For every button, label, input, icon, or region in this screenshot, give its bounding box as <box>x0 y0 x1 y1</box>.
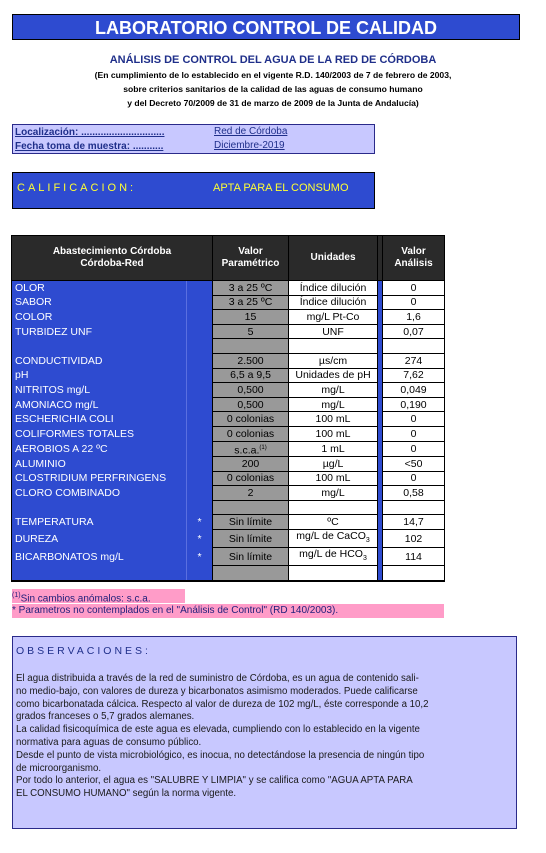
calificacion-label: CALIFICACION: <box>17 182 137 194</box>
parameter-name <box>12 339 187 354</box>
header-parametric-value: Valor Paramétrico <box>213 236 289 281</box>
parameter-name <box>12 486 187 501</box>
parameter-name <box>12 566 187 581</box>
table-row <box>12 412 445 427</box>
calificacion-value: APTA PARA EL CONSUMO <box>213 182 349 194</box>
parameter-name-text: BICARBONATOS mg/L <box>15 550 124 563</box>
table-row <box>12 500 445 515</box>
analysis-value <box>383 339 445 354</box>
parametric-value-text: 2 <box>247 487 254 500</box>
unit-text: Unidades de pH <box>295 369 371 382</box>
parameter-name <box>12 500 187 515</box>
analysis-value-text: 0,07 <box>403 325 424 338</box>
parametric-value <box>213 530 289 548</box>
unit-text: mg/L <box>321 398 345 411</box>
parameter-name-text: ALUMINIO <box>15 457 66 470</box>
parameter-name-text: SABOR <box>15 296 52 309</box>
parameter-name <box>12 412 187 427</box>
unit-text: µs/cm <box>318 354 348 367</box>
not-contemplated-marker <box>187 471 213 486</box>
table-row <box>12 457 445 472</box>
not-contemplated-marker <box>187 310 213 325</box>
parameter-name <box>12 471 187 486</box>
legal-note-line-3: y del Decreto 70/2009 de 31 de marzo de 2009 de la Junta de Andalucía) <box>127 98 419 108</box>
analysis-value-text: 0 <box>410 296 417 309</box>
analysis-value <box>383 310 445 325</box>
parameter-name-text: COLIFORMES TOTALES <box>15 427 135 440</box>
table-row <box>12 548 445 566</box>
unit-text: mg/L <box>321 487 345 500</box>
parametric-value-text: 5 <box>247 325 254 338</box>
parameter-name <box>12 457 187 472</box>
footnote-marker: (1) <box>259 444 267 451</box>
observations-text: El agua distribuida a través de la red de suministro de Córdoba, es un agua de contenido sali- no medio-bajo, con valores de dureza y bicarbonatos asimismo moderados. Puede calificarse como bicarbonatada cálcica. Respecto al valor de dureza de 102 mg/L, éste corresponde a 10,2 grados franceses o 5,7 grados alemanes. La calidad fisicoquímica de este agua es elevada, cumpliendo con lo establecido en la vigente normativa para aguas de consumo público. Desde el punto de vista microbiológico, es inocua, no detectándose la presencia de ningún tipo de microorganismo. Por todo lo anterior, el agua es "SALUBRE Y LIMPIA" y se califica como "AGUA APTA PARA EL CONSUMO HUMANO" según la norma vigente. <box>16 673 429 800</box>
footnote-sca-text: Sin cambios anómalos: s.c.a. <box>20 593 151 605</box>
location-label: Localización: .............................. <box>15 127 165 138</box>
analysis-value-text: <50 <box>404 457 423 470</box>
parametric-value <box>213 412 289 427</box>
parametric-value-text: 2.500 <box>237 354 264 367</box>
parametric-value <box>213 457 289 472</box>
footnote-sca-marker: (1) <box>12 592 21 599</box>
header-units: Unidades <box>289 236 378 281</box>
parametric-value-text: 0,500 <box>237 398 264 411</box>
unit <box>289 441 378 457</box>
unit <box>289 310 378 325</box>
not-contemplated-marker <box>187 426 213 441</box>
parameter-name-text: ESCHERICHIA COLI <box>15 413 114 426</box>
not-contemplated-marker <box>187 566 213 581</box>
table-row <box>12 295 445 310</box>
analysis-value-text: 0 <box>410 413 417 426</box>
parametric-value <box>213 515 289 530</box>
analysis-value <box>383 486 445 501</box>
not-contemplated-marker <box>187 500 213 515</box>
analysis-value <box>383 441 445 457</box>
unit-text: mg/L Pt-Co <box>306 310 360 323</box>
table-row <box>12 530 445 548</box>
parameter-name-text: pH <box>15 369 29 382</box>
analysis-value <box>383 281 445 296</box>
table-row <box>12 310 445 325</box>
parameter-name-text: CONDUCTIVIDAD <box>15 354 103 367</box>
analysis-value-text: 0 <box>410 281 417 294</box>
legal-note-line-1: (En cumplimiento de lo establecido en el vigente R.D. 140/2003 de 7 de febrero de 2003, <box>94 70 452 80</box>
parametric-value-text: 15 <box>244 310 257 323</box>
analysis-value-text: 102 <box>404 532 423 545</box>
unit <box>289 339 378 354</box>
parametric-value <box>213 566 289 581</box>
not-contemplated-marker <box>187 441 213 457</box>
analysis-value-text: 274 <box>404 354 423 367</box>
header-analysis-value: Valor Análisis <box>383 236 445 281</box>
analysis-value-text: 1,6 <box>406 310 421 323</box>
parameter-name <box>12 353 187 368</box>
analysis-value <box>383 500 445 515</box>
sample-info-box <box>12 124 375 154</box>
unit <box>289 566 378 581</box>
sample-date-value: Diciembre-2019 <box>214 140 285 151</box>
analysis-value <box>383 471 445 486</box>
header-supply: Abastecimiento Córdoba Córdoba-Red <box>12 236 213 281</box>
unit-text: ºC <box>327 516 339 529</box>
analysis-value-text: 14,7 <box>403 516 424 529</box>
location-value: Red de Córdoba <box>214 126 288 137</box>
analysis-value <box>383 353 445 368</box>
unit <box>289 486 378 501</box>
parametric-value <box>213 426 289 441</box>
observations-title: OBSERVACIONES: <box>16 645 151 657</box>
unit-subscript: 3 <box>365 537 370 545</box>
parameter-name <box>12 295 187 310</box>
parameter-name <box>12 397 187 412</box>
unit-text: 100 mL <box>315 472 351 485</box>
parameter-name-text: CLOSTRIDIUM PERFRINGENS <box>15 472 167 485</box>
not-contemplated-marker <box>187 281 213 296</box>
analysis-value <box>383 457 445 472</box>
unit <box>289 530 378 548</box>
parametric-value-text: Sin límite <box>228 550 273 563</box>
analysis-value <box>383 324 445 339</box>
unit <box>289 324 378 339</box>
report-subtitle: ANÁLISIS DE CONTROL DEL AGUA DE LA RED DE CÓRDOBA <box>109 54 437 66</box>
parameter-name <box>12 281 187 296</box>
calificacion-box <box>12 172 375 209</box>
unit <box>289 471 378 486</box>
parameter-name <box>12 368 187 383</box>
table-row <box>12 339 445 354</box>
not-contemplated-marker-text: * <box>197 532 202 545</box>
unit <box>289 295 378 310</box>
unit-text: 1 mL <box>321 442 345 455</box>
not-contemplated-marker <box>187 353 213 368</box>
analysis-value-text: 0,58 <box>403 487 424 500</box>
parametric-value <box>213 441 289 457</box>
parametric-value <box>213 353 289 368</box>
parametric-value <box>213 295 289 310</box>
unit <box>289 397 378 412</box>
unit <box>289 412 378 427</box>
unit <box>289 515 378 530</box>
analysis-value <box>383 515 445 530</box>
not-contemplated-marker <box>187 530 213 548</box>
unit <box>289 368 378 383</box>
parametric-value <box>213 324 289 339</box>
parameter-name-text: TEMPERATURA <box>15 516 94 529</box>
analysis-value-text: 0,049 <box>400 383 427 396</box>
table-row <box>12 353 445 368</box>
parameter-name <box>12 324 187 339</box>
table-row <box>12 441 445 457</box>
parametric-value-text: 6,5 a 9,5 <box>230 369 271 382</box>
legal-note-line-2: sobre criterios sanitarios de la calidad de las aguas de consumo humano <box>123 84 423 94</box>
parametric-value <box>213 486 289 501</box>
unit-text: µg/L <box>322 457 344 470</box>
analysis-value-text: 7,62 <box>403 369 424 382</box>
not-contemplated-marker-text: * <box>197 516 202 529</box>
analysis-value <box>383 426 445 441</box>
observations-box <box>12 636 517 829</box>
parameter-name <box>12 426 187 441</box>
footnote-sca <box>12 589 185 603</box>
parameter-name <box>12 310 187 325</box>
parametric-value <box>213 548 289 566</box>
analysis-value-text: 0,190 <box>400 398 427 411</box>
parameter-name <box>12 441 187 457</box>
analysis-value <box>383 548 445 566</box>
analysis-value <box>383 412 445 427</box>
table-row <box>12 281 445 296</box>
table-row <box>12 426 445 441</box>
table-row <box>12 566 445 581</box>
unit-text: UNF <box>322 325 344 338</box>
parameter-name <box>12 530 187 548</box>
parametric-value <box>213 368 289 383</box>
table-row <box>12 486 445 501</box>
unit-text: mg/L <box>321 383 345 396</box>
parameter-name-text: NITRITOS mg/L <box>15 383 91 396</box>
parametric-value-text: 3 a 25 ºC <box>228 281 273 294</box>
not-contemplated-marker <box>187 457 213 472</box>
not-contemplated-marker <box>187 397 213 412</box>
unit-text: mg/L de HCO <box>299 548 363 561</box>
parametric-value <box>213 471 289 486</box>
unit <box>289 353 378 368</box>
analysis-value <box>383 397 445 412</box>
parameter-name-text: TURBIDEZ UNF <box>15 325 92 338</box>
table-row <box>12 397 445 412</box>
analysis-value <box>383 383 445 398</box>
parametric-value <box>213 281 289 296</box>
unit <box>289 281 378 296</box>
unit <box>289 426 378 441</box>
analysis-value <box>383 295 445 310</box>
parametric-value-text: s.c.a. <box>234 444 260 457</box>
not-contemplated-marker <box>187 548 213 566</box>
analysis-value-text: 0 <box>410 427 417 440</box>
unit-text: Índice dilución <box>299 296 367 309</box>
not-contemplated-marker <box>187 412 213 427</box>
analysis-value <box>383 368 445 383</box>
unit-subscript: 3 <box>362 555 367 563</box>
unit-text: mg/L de CaCO <box>296 530 366 542</box>
parameter-name <box>12 548 187 566</box>
parameter-name-text: CLORO COMBINADO <box>15 487 121 500</box>
parameter-name-text: DUREZA <box>15 532 59 545</box>
analysis-table <box>11 235 445 582</box>
parametric-value-text: 0 colonias <box>226 413 275 426</box>
parametric-value <box>213 500 289 515</box>
not-contemplated-marker <box>187 339 213 354</box>
unit <box>289 383 378 398</box>
parametric-value <box>213 397 289 412</box>
unit <box>289 548 378 566</box>
table-row <box>12 368 445 383</box>
parametric-value-text: 0,500 <box>237 383 264 396</box>
parameter-name-text: AEROBIOS A 22 ºC <box>15 442 108 455</box>
parametric-value <box>213 339 289 354</box>
table-row <box>12 471 445 486</box>
unit-text: Índice dilución <box>299 281 367 294</box>
unit-text: 100 mL <box>315 413 351 426</box>
parameter-name-text: OLOR <box>15 282 45 295</box>
table-row <box>12 324 445 339</box>
parameter-name-text: AMONIACO mg/L <box>15 398 99 411</box>
analysis-value-text: 0 <box>410 472 417 485</box>
parametric-value <box>213 383 289 398</box>
footnote-not-contemplated: * Parametros no contemplados en el "Análisis de Control" (RD 140/2003). <box>12 604 444 618</box>
parametric-value <box>213 310 289 325</box>
not-contemplated-marker <box>187 324 213 339</box>
not-contemplated-marker <box>187 383 213 398</box>
unit-text: 100 mL <box>315 427 351 440</box>
table-row <box>12 383 445 398</box>
analysis-value <box>383 566 445 581</box>
analysis-value-text: 114 <box>405 550 422 563</box>
not-contemplated-marker <box>187 515 213 530</box>
not-contemplated-marker <box>187 295 213 310</box>
parameter-name <box>12 515 187 530</box>
parametric-value-text: 0 colonias <box>226 427 275 440</box>
parametric-value-text: 0 colonias <box>226 472 275 485</box>
analysis-value-text: 0 <box>410 442 417 455</box>
parametric-value-text: 200 <box>241 457 260 470</box>
parameter-name-text: COLOR <box>15 310 53 323</box>
not-contemplated-marker <box>187 486 213 501</box>
parametric-value-text: Sin límite <box>228 516 273 529</box>
table-row <box>12 515 445 530</box>
unit <box>289 457 378 472</box>
parameter-name <box>12 383 187 398</box>
parametric-value-text: 3 a 25 ºC <box>228 296 273 309</box>
not-contemplated-marker-text: * <box>197 550 202 563</box>
sample-date-label: Fecha toma de muestra: ........... <box>15 141 164 152</box>
not-contemplated-marker <box>187 368 213 383</box>
unit <box>289 500 378 515</box>
analysis-value <box>383 530 445 548</box>
page-title: LABORATORIO CONTROL DE CALIDAD <box>12 14 520 40</box>
parametric-value-text: Sin límite <box>228 532 273 545</box>
